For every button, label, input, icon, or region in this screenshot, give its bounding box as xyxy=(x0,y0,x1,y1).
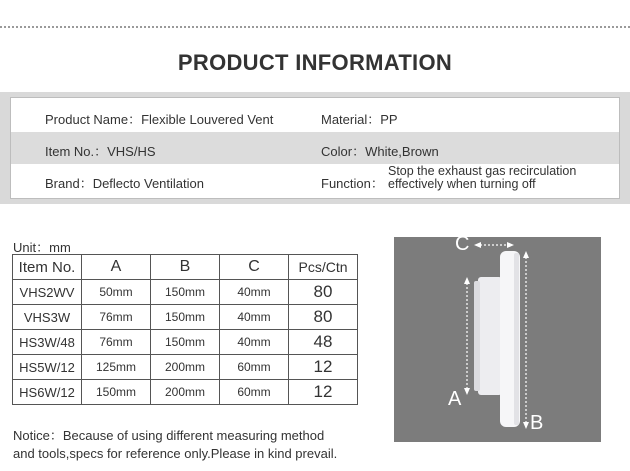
product-info-panel xyxy=(0,92,630,204)
table-row xyxy=(13,330,358,355)
material: Material：PP xyxy=(321,112,398,127)
vent-body xyxy=(478,277,502,395)
function-value xyxy=(388,165,576,191)
cell-b: 150mm xyxy=(151,330,220,355)
info-row-brand xyxy=(11,164,619,196)
cell-pcs: 12 xyxy=(289,355,358,380)
label-a: A xyxy=(448,388,462,410)
notice xyxy=(13,427,373,463)
vent-body-shade xyxy=(474,281,480,391)
cell-pcs: 80 xyxy=(289,305,358,330)
cell-b: 200mm xyxy=(151,355,220,380)
function-line-2: effectively when turning off xyxy=(388,177,536,191)
cell-a: 50mm xyxy=(82,280,151,305)
header-b: B xyxy=(151,255,220,280)
info-row-name xyxy=(11,100,619,132)
notice-line-1: Notice：Because of using different measuring method xyxy=(13,428,325,443)
table-row xyxy=(13,305,358,330)
cell-b: 150mm xyxy=(151,280,220,305)
cell-c: 60mm xyxy=(220,380,289,405)
table-row xyxy=(13,380,358,405)
header-c: C xyxy=(220,255,289,280)
header-item-no: Item No. xyxy=(13,255,82,280)
cell-b: 200mm xyxy=(151,380,220,405)
vent-dimension-photo xyxy=(394,233,601,442)
dotted-divider xyxy=(0,26,630,28)
cell-pcs: 48 xyxy=(289,330,358,355)
cell-c: 60mm xyxy=(220,355,289,380)
product-info-box xyxy=(10,97,620,199)
notice-line-2: and tools,specs for reference only.Please in kind prevail. xyxy=(13,446,338,461)
spec-table xyxy=(12,254,358,405)
cell-c: 40mm xyxy=(220,330,289,355)
info-row-item xyxy=(11,132,619,164)
vent-flange-edge xyxy=(514,253,519,425)
page-title: PRODUCT INFORMATION xyxy=(177,50,453,75)
cell-item-no: VHS2WV xyxy=(13,280,82,305)
label-c: C xyxy=(455,233,470,255)
cell-a: 150mm xyxy=(82,380,151,405)
table-row xyxy=(13,280,358,305)
vent-side-view-illustration xyxy=(394,237,601,442)
color: Color：White,Brown xyxy=(321,144,439,159)
cell-pcs: 12 xyxy=(289,380,358,405)
cell-item-no: HS3W/48 xyxy=(13,330,82,355)
cell-c: 40mm xyxy=(220,280,289,305)
header-a: A xyxy=(82,255,151,280)
table-row xyxy=(13,355,358,380)
label-b: B xyxy=(530,412,544,434)
product-name: Product Name：Flexible Louvered Vent xyxy=(45,112,274,127)
cell-a: 76mm xyxy=(82,305,151,330)
cell-c: 40mm xyxy=(220,305,289,330)
unit-label: Unit：mm xyxy=(13,240,71,255)
cell-a: 125mm xyxy=(82,355,151,380)
cell-item-no: HS6W/12 xyxy=(13,380,82,405)
cell-pcs: 80 xyxy=(289,280,358,305)
cell-item-no: HS5W/12 xyxy=(13,355,82,380)
table-header-row xyxy=(13,255,358,280)
function-label: Function： xyxy=(321,176,384,191)
function-line-1: Stop the exhaust gas recirculation xyxy=(388,164,577,178)
brand: Brand：Deflecto Ventilation xyxy=(45,176,204,191)
cell-b: 150mm xyxy=(151,305,220,330)
header-pcs-ctn: Pcs/Ctn xyxy=(289,255,358,280)
cell-a: 76mm xyxy=(82,330,151,355)
item-no: Item No.：VHS/HS xyxy=(45,144,156,159)
cell-item-no: VHS3W xyxy=(13,305,82,330)
